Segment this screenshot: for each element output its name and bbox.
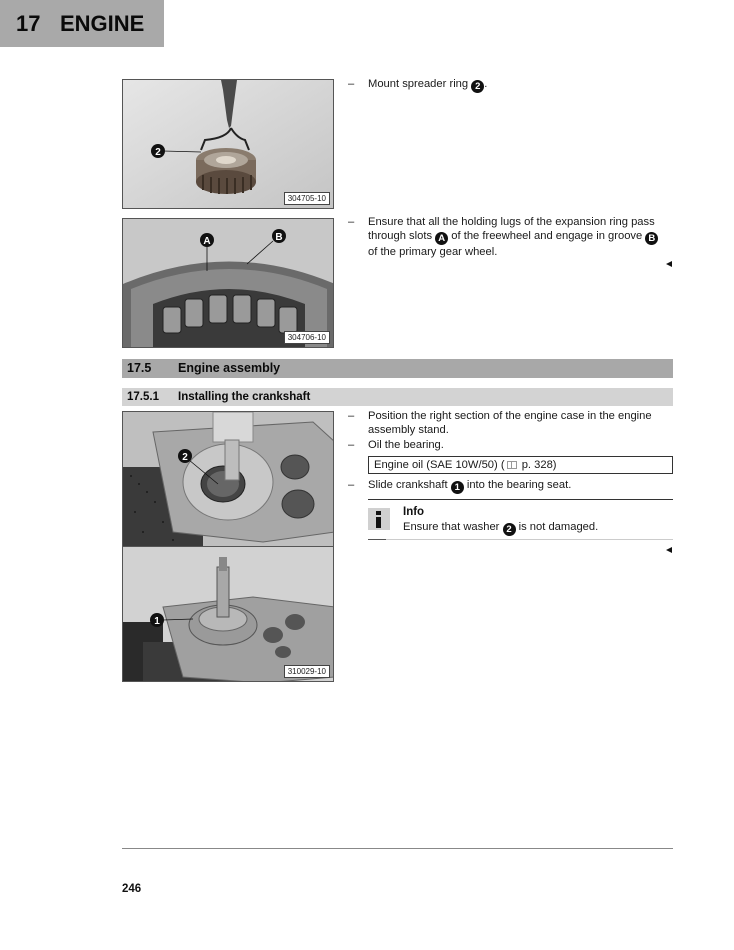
chapter-number: 17 — [16, 11, 41, 36]
chapter-header — [0, 0, 164, 47]
photo-engine-case-bearing — [123, 412, 334, 547]
step-position-engine-case: – Position the right section of the engine case in the engine assembly stand. — [348, 410, 652, 436]
svg-text:2: 2 — [182, 452, 188, 463]
svg-text:A: A — [203, 236, 211, 247]
photo-freewheel — [123, 219, 334, 348]
spec-engine-oil: Engine oil (SAE 10W/50) ( p. 328) — [368, 456, 673, 474]
info-text: Ensure that washer 2 is not damaged. — [403, 521, 599, 535]
info-divider-bottom — [368, 539, 673, 540]
page-number: 246 — [122, 883, 142, 895]
svg-text:2: 2 — [155, 147, 161, 158]
figure-crankshaft — [122, 546, 334, 682]
svg-text:1: 1 — [154, 616, 160, 627]
step-oil-bearing: – Oil the bearing. — [348, 439, 444, 451]
section-heading: 17.5 Engine assembly — [122, 359, 673, 378]
chapter-title: ENGINE — [60, 11, 145, 36]
page-reference-link[interactable]: p. 328) — [518, 459, 557, 471]
figure-engine-case-bearing — [122, 411, 334, 547]
callout-badge-1: 1 — [451, 481, 464, 494]
info-title: Info — [403, 506, 425, 518]
svg-text:B: B — [275, 232, 283, 243]
callout-badge-2: 2 — [503, 523, 516, 536]
photo-spreader-ring — [123, 80, 334, 209]
book-reference-icon[interactable] — [507, 461, 517, 469]
end-of-step-marker — [666, 547, 672, 553]
subsection-heading: 17.5.1 Installing the crankshaft — [122, 388, 673, 406]
info-divider-bottom-accent — [368, 539, 386, 540]
figure-id: 304706-10 — [284, 331, 330, 344]
figure-freewheel — [122, 218, 334, 348]
end-of-step-marker — [666, 261, 672, 267]
figure-id: 310029-10 — [284, 665, 330, 678]
callout-badge-2: 2 — [471, 80, 484, 93]
info-divider-top — [368, 499, 673, 500]
callout-badge-a: A — [435, 232, 448, 245]
step-ensure-lugs: – Ensure that all the holding lugs of the expansion ring pass through slots A of the freewheel and engage in groove B of the primary gear wheel. — [348, 215, 674, 259]
figure-id: 304705-10 — [284, 192, 330, 205]
info-icon — [368, 508, 390, 530]
step-mount-spreader-ring: – Mount spreader ring 2 . — [348, 78, 488, 92]
figure-spreader-ring — [122, 79, 334, 209]
step-slide-crankshaft: – Slide crankshaft 1 into the bearing seat. — [348, 479, 572, 493]
footer-divider — [122, 848, 673, 849]
callout-badge-b: B — [645, 232, 658, 245]
photo-crankshaft — [123, 547, 334, 682]
